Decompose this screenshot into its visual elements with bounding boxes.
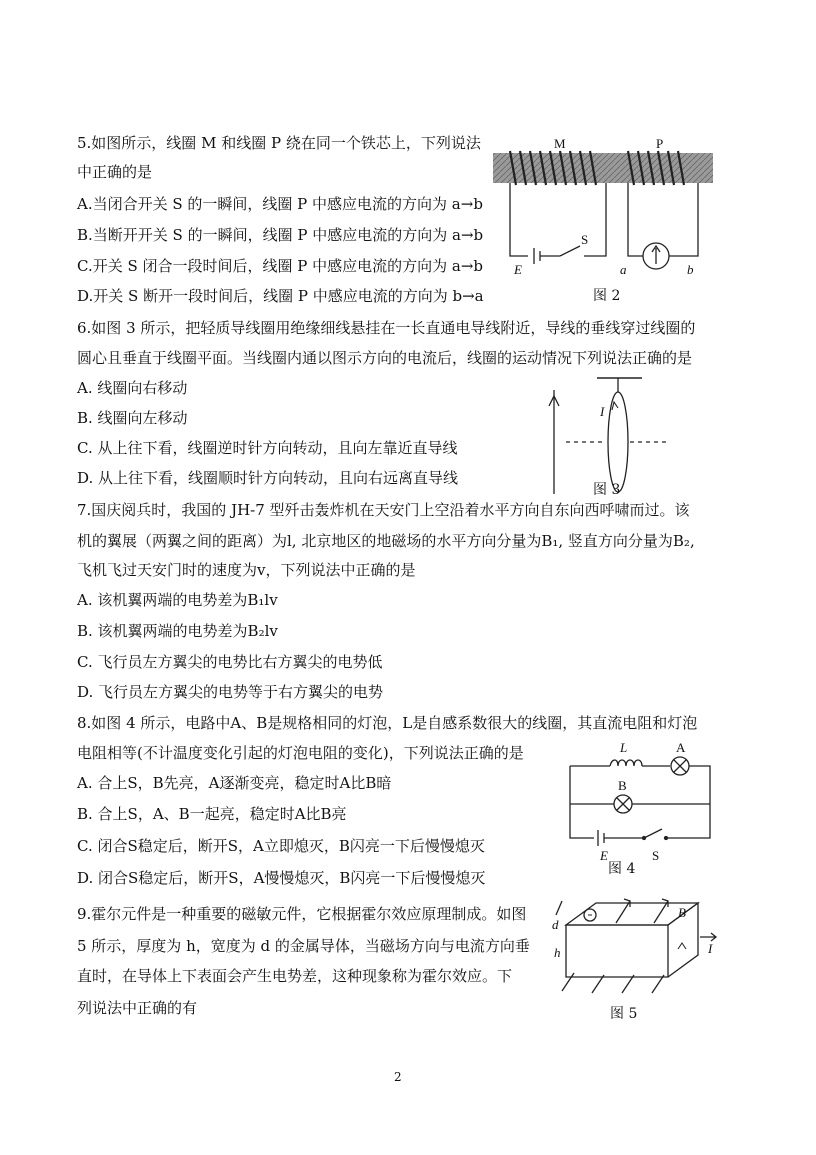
q7-stem-line-3: 飞机飞过天安门时的速度为v，下列说法中正确的是 <box>77 561 416 579</box>
label-a: A <box>676 740 686 755</box>
q7-stem-line-2: 机的翼展（两翼之间的距离）为l, 北京地区的地磁场的水平方向分量为B₁, 竖直方向分量为B₂, <box>77 532 695 550</box>
q5-option-a: A.当闭合开关 S 的一瞬间，线圈 P 中感应电流的方向为 a→b <box>77 195 483 213</box>
q7-stem-line-1: 7.国庆阅兵时，我国的 JH-7 型歼击轰炸机在天安门上空沿着水平方向自东向西呼啸而过。该 <box>77 501 690 519</box>
label-i: I <box>600 404 605 419</box>
q7-option-d: D. 飞行员左方翼尖的电势等于右方翼尖的电势 <box>77 683 384 701</box>
label-e: E <box>600 848 608 863</box>
label-s: S <box>581 232 589 247</box>
q8-option-c: C. 闭合S稳定后，断开S，A立即熄灭，B闪亮一下后慢慢熄灭 <box>77 837 485 855</box>
q6-option-d: D. 从上往下看，线圈顺时针方向转动，且向右远离直导线 <box>77 469 459 487</box>
coil-loop <box>608 392 628 492</box>
q7-option-c: C. 飞行员左方翼尖的电势比右方翼尖的电势低 <box>77 653 383 671</box>
q6-option-b: B. 线圈向左移动 <box>77 409 188 427</box>
q6-stem-line-1: 6.如图 3 所示，把轻质导线圈用绝缘细线悬挂在一长直通电导线附近，导线的垂线穿过线圈的 <box>77 319 696 337</box>
q8-option-d: D. 闭合S稳定后，断开S，A慢慢熄灭，B闪亮一下后慢慢熄灭 <box>77 869 486 887</box>
q8-figure-self-inductance-circuit <box>566 738 716 863</box>
q6-option-c: C. 从上往下看，线圈逆时针方向转动，且向左靠近直导线 <box>77 439 458 457</box>
q9-stem-line-1: 9.霍尔元件是一种重要的磁敏元件，它根据霍尔效应原理制成。如图 <box>77 905 527 923</box>
q7-option-a: A. 该机翼两端的电势差为B₁lv <box>77 591 278 609</box>
q7-option-b: B. 该机翼两端的电势差为B₂lv <box>77 622 278 640</box>
label-i: I <box>708 941 713 956</box>
label-m: M <box>554 136 566 151</box>
label-b: B <box>678 905 686 920</box>
box-front-face <box>566 925 668 977</box>
q6-stem-line-2: 圆心且垂直于线圈平面。当线圈内通以图示方向的电流后，线圈的运动情况下列说法正确的是 <box>77 349 693 367</box>
q8-option-a: A. 合上S，B先亮，A逐渐变亮，稳定时A比B暗 <box>77 774 392 792</box>
q9-stem-line-4: 列说法中正确的有 <box>77 999 198 1017</box>
q9-stem-line-2: 5 所示，厚度为 h，宽度为 d 的金属导体，当磁场方向与电流方向垂 <box>77 937 530 955</box>
q6-option-a: A. 线圈向右移动 <box>77 379 188 397</box>
label-l: L <box>620 740 628 755</box>
label-s: S <box>652 848 660 863</box>
label-b: B <box>618 778 627 793</box>
q5-figure-caption: 图 2 <box>593 288 621 304</box>
q8-stem-line-1: 8.如图 4 所示，电路中A、B是规格相同的灯泡，L是自感系数很大的线圈，其直流电阻和灯泡 <box>77 714 698 732</box>
q5-option-c: C.开关 S 闭合一段时间后，线圈 P 中感应电流的方向为 a→b <box>77 257 484 275</box>
q9-stem-line-3: 直时，在导体上下表面会产生电势差，这种现象称为霍尔效应。下 <box>77 967 513 985</box>
q5-stem-line-2: 中正确的是 <box>77 163 153 181</box>
q5-stem-line-1: 5.如图所示，线圈 M 和线圈 P 绕在同一个铁芯上，下列说法 <box>77 134 481 152</box>
label-b: b <box>687 262 694 277</box>
page-number: 2 <box>394 1070 402 1084</box>
q8-stem-line-2: 电阻相等(不计温度变化引起的灯泡电阻的变化)，下列说法正确的是 <box>77 744 524 762</box>
label-h: h <box>554 945 561 960</box>
inductor-l <box>610 760 642 766</box>
q8-figure-caption: 图 4 <box>608 861 636 877</box>
label-d: d <box>552 917 559 932</box>
q8-option-b: B. 合上S，A、B一起亮，稳定时A比B亮 <box>77 805 347 823</box>
label-e: E <box>514 262 522 277</box>
q9-figure-caption: 图 5 <box>610 1006 638 1022</box>
q6-figure-caption: 图 3 <box>593 482 621 498</box>
q5-option-b: B.当断开开关 S 的一瞬间，线圈 P 中感应电流的方向为 a→b <box>77 226 484 244</box>
label-p: P <box>656 136 664 151</box>
q5-option-d: D.开关 S 断开一段时间后，线圈 P 中感应电流的方向为 b→a <box>77 287 484 305</box>
q5-figure-coil-circuit <box>488 136 718 306</box>
label-a: a <box>620 262 627 277</box>
q9-figure-hall-element <box>548 895 718 1005</box>
